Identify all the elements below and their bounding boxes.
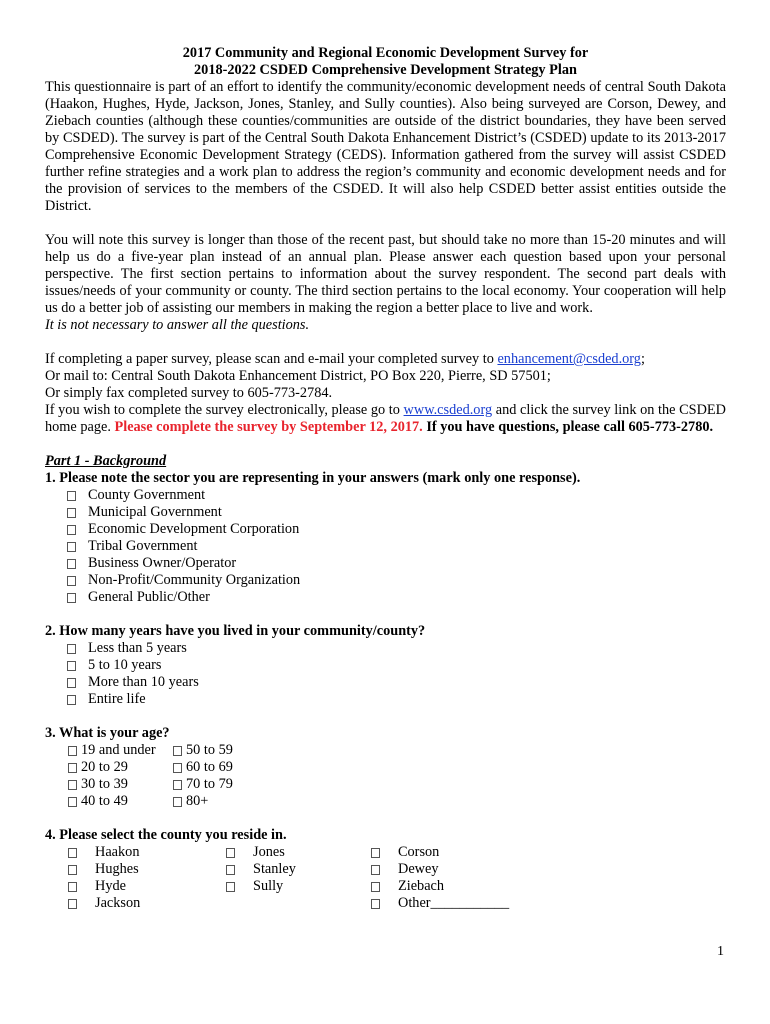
- list-item[interactable]: 20 to 29: [68, 759, 173, 776]
- checkbox[interactable]: [173, 780, 182, 790]
- survey-page: [45, 45, 726, 912]
- question-2: 2. How many years have you lived in your community/county?: [45, 623, 426, 639]
- intro-note: It is not necessary to answer all the questions.: [45, 317, 310, 333]
- list-item[interactable]: Ziebach: [371, 878, 444, 895]
- list-item[interactable]: 60 to 69: [173, 759, 278, 776]
- checkbox[interactable]: [67, 491, 76, 501]
- checkbox[interactable]: [67, 542, 76, 552]
- list-item[interactable]: Economic Development Corporation: [67, 521, 726, 538]
- list-item[interactable]: 70 to 79: [173, 776, 278, 793]
- list-item[interactable]: Jones: [226, 844, 371, 861]
- question-1-options: [67, 487, 726, 606]
- checkbox[interactable]: [68, 865, 77, 875]
- question-1: 1. Please note the sector you are representing in your answers (mark only one response).: [45, 470, 581, 486]
- title-line-1: 2017 Community and Regional Economic Development Survey for: [182, 45, 589, 61]
- list-item[interactable]: More than 10 years: [67, 674, 726, 691]
- question-2-options: [67, 640, 726, 708]
- list-item[interactable]: Dewey: [371, 861, 439, 878]
- list-item[interactable]: Business Owner/Operator: [67, 555, 726, 572]
- checkbox[interactable]: [173, 797, 182, 807]
- website-link[interactable]: www.csded.org: [403, 402, 493, 418]
- list-item[interactable]: 5 to 10 years: [67, 657, 726, 674]
- email-line: If completing a paper survey, please scan and e-mail your completed survey to enhancement@csded.org;: [45, 351, 645, 367]
- list-item[interactable]: Non-Profit/Community Organization: [67, 572, 726, 589]
- checkbox[interactable]: [173, 746, 182, 756]
- list-item[interactable]: Municipal Government: [67, 504, 726, 521]
- question-4-options: [68, 844, 726, 912]
- intro-paragraph-1: This questionnaire is part of an effort to identify the community/economic development needs of central South Dakota (Haakon, Hughes, Hyde, Jackson, Jones, Stanley, and Sully counties). Also being surveyed are Corson, Dewey, and Ziebach counties (although these counties/communities are outside of the district boundaries, they have been served by CSDED). The survey is part of the Central South Dakota Enhancement District’s (CSDED) update to its 2013-2017 Comprehensive Economic Development Strategy (CEDS). Information gathered from the survey will assist CSDED further refine strategies and a work plan to address the region’s community and economic development needs and for the provision of services to the members of the CSDED. It will also help CSDED better assist entities outside the District.: [45, 79, 726, 214]
- fax-line: Or simply fax completed survey to 605-773-2784.: [45, 385, 333, 401]
- checkbox[interactable]: [67, 508, 76, 518]
- list-item[interactable]: Jackson: [68, 895, 226, 912]
- checkbox[interactable]: [67, 576, 76, 586]
- question-3-options: [68, 742, 726, 810]
- checkbox[interactable]: [371, 882, 380, 892]
- web-line: If you wish to complete the survey electronically, please go to www.csded.org and click the survey link on the CSDED home page. Please complete the survey by September 12, 2017. If you have questions, please call 605-773-2780.: [45, 402, 726, 435]
- checkbox[interactable]: [67, 525, 76, 535]
- list-item[interactable]: County Government: [67, 487, 726, 504]
- checkbox[interactable]: [371, 865, 380, 875]
- checkbox[interactable]: [67, 559, 76, 569]
- checkbox[interactable]: [68, 780, 77, 790]
- part1-header: Part 1 - Background: [45, 453, 167, 469]
- checkbox[interactable]: [371, 848, 380, 858]
- list-item[interactable]: Sully: [226, 878, 371, 895]
- title-line-2: 2018-2022 CSDED Comprehensive Development Strategy Plan: [194, 62, 577, 78]
- list-item[interactable]: 40 to 49: [68, 793, 173, 810]
- list-item[interactable]: Stanley: [226, 861, 371, 878]
- checkbox[interactable]: [67, 593, 76, 603]
- question-4: 4. Please select the county you reside in.: [45, 827, 287, 843]
- checkbox[interactable]: [68, 882, 77, 892]
- checkbox[interactable]: [67, 661, 76, 671]
- phone-text: If you have questions, please call 605-773-2780.: [422, 419, 714, 435]
- list-item[interactable]: Entire life: [67, 691, 726, 708]
- page-number: 1: [717, 944, 724, 959]
- deadline-text: Please complete the survey by September 12, 2017.: [114, 419, 423, 435]
- list-item[interactable]: 30 to 39: [68, 776, 173, 793]
- list-item[interactable]: 80+: [173, 793, 278, 810]
- checkbox[interactable]: [67, 695, 76, 705]
- list-item[interactable]: Corson: [371, 844, 439, 861]
- checkbox[interactable]: [68, 746, 77, 756]
- checkbox[interactable]: [67, 644, 76, 654]
- list-item[interactable]: Other___________: [371, 895, 509, 912]
- list-item[interactable]: 50 to 59: [173, 742, 278, 759]
- list-item[interactable]: Hyde: [68, 878, 226, 895]
- list-item[interactable]: Haakon: [68, 844, 226, 861]
- checkbox[interactable]: [68, 899, 77, 909]
- checkbox[interactable]: [371, 899, 380, 909]
- checkbox[interactable]: [226, 882, 235, 892]
- list-item[interactable]: General Public/Other: [67, 589, 726, 606]
- list-item[interactable]: Tribal Government: [67, 538, 726, 555]
- checkbox[interactable]: [226, 865, 235, 875]
- checkbox[interactable]: [67, 678, 76, 688]
- checkbox[interactable]: [173, 763, 182, 773]
- list-item[interactable]: Less than 5 years: [67, 640, 726, 657]
- list-item[interactable]: Hughes: [68, 861, 226, 878]
- intro-paragraph-2: You will note this survey is longer than those of the recent past, but should take no more than 15-20 minutes and will help us do a five-year plan instead of an annual plan. Please answer each question based upon your personal perspective. The first section pertains to information about the survey respondent. The second part deals with issues/needs of your community or county. The third section pertains to the local economy. Your cooperation will help us do a better job of assisting our members in making the region a better place to live and work.: [45, 232, 726, 316]
- email-link[interactable]: enhancement@csded.org: [497, 351, 641, 367]
- checkbox[interactable]: [226, 848, 235, 858]
- mail-line: Or mail to: Central South Dakota Enhancement District, PO Box 220, Pierre, SD 57501;: [45, 368, 551, 384]
- checkbox[interactable]: [68, 763, 77, 773]
- question-3: 3. What is your age?: [45, 725, 170, 741]
- checkbox[interactable]: [68, 848, 77, 858]
- checkbox[interactable]: [68, 797, 77, 807]
- list-item[interactable]: 19 and under: [68, 742, 173, 759]
